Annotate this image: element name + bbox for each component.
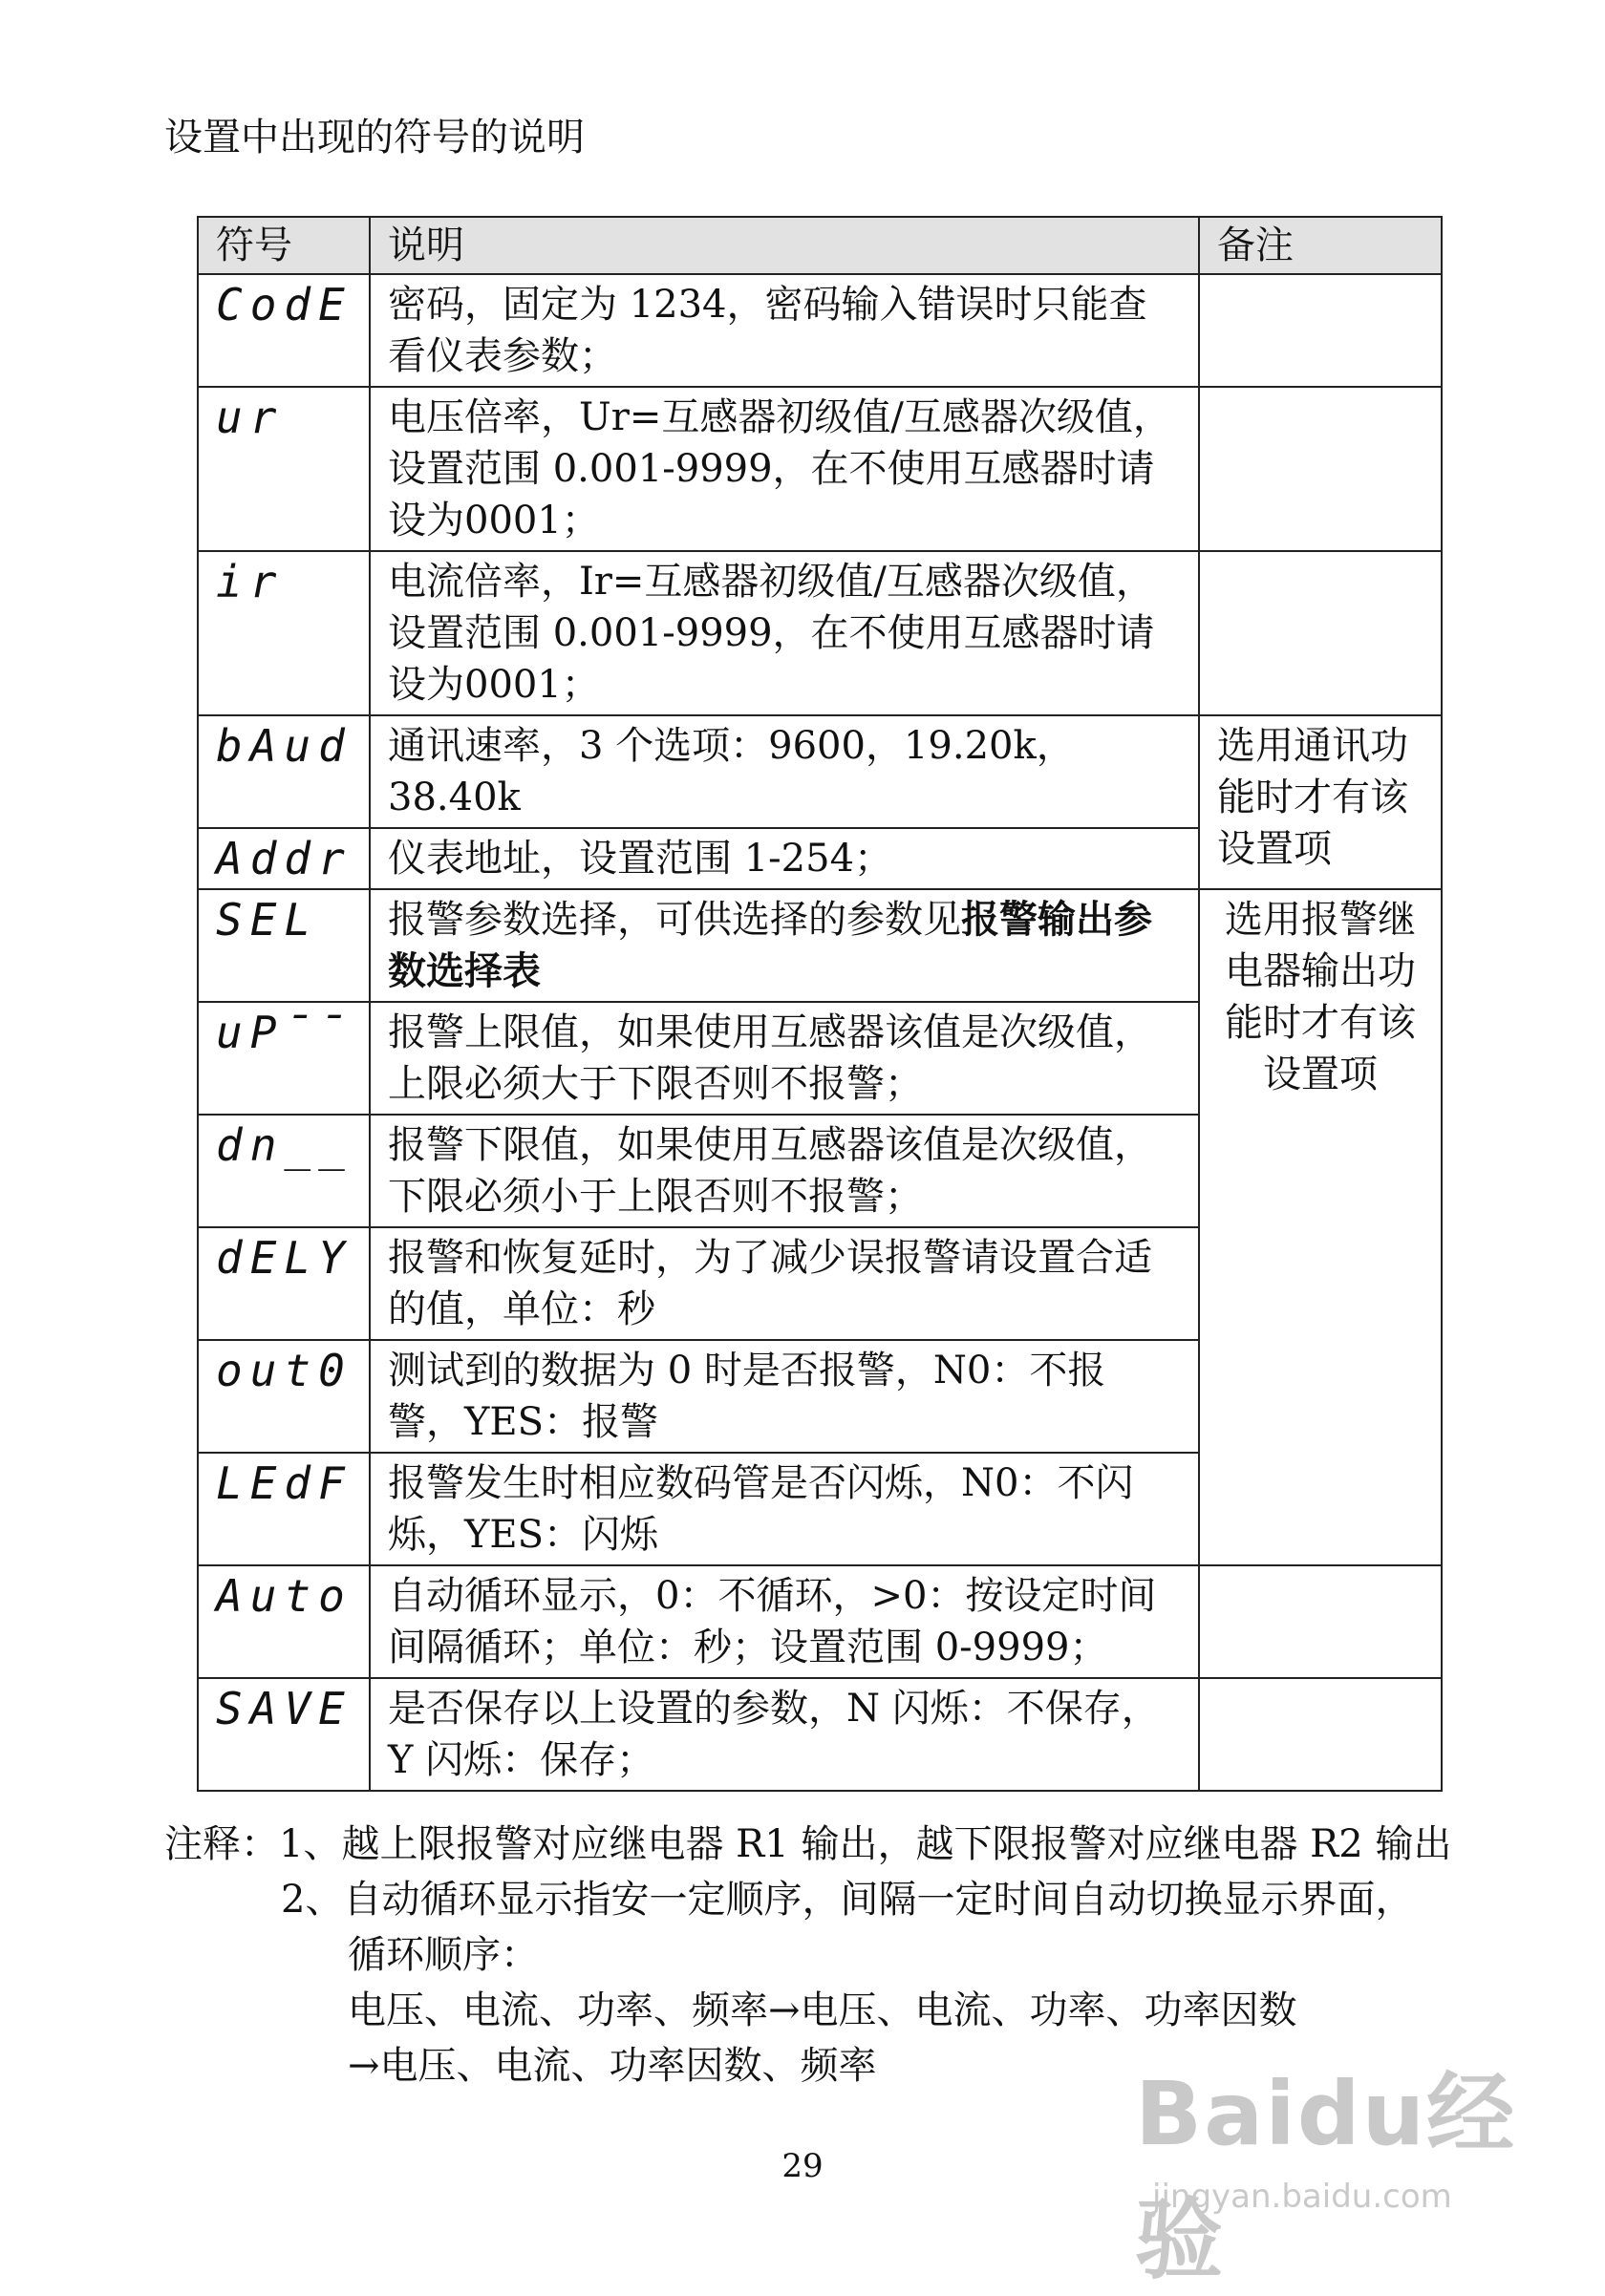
remark-comm: 选用通讯功能时才有该设置项 — [1199, 715, 1442, 889]
table-row — [198, 1678, 1442, 1791]
table-header-row — [198, 217, 1442, 274]
watermark — [1135, 2044, 1536, 2291]
symbol-code: SAVE — [198, 1678, 370, 1791]
symbol-code: dELY — [198, 1227, 370, 1340]
symbol-description: 测试到的数据为 0 时是否报警，N0：不报警，YES：报警 — [370, 1340, 1199, 1453]
symbol-code: bAud — [198, 715, 370, 828]
symbol-code: ur — [198, 387, 370, 551]
symbol-code: dn__ — [198, 1115, 370, 1227]
symbol-description: 仪表地址，设置范围 1-254； — [370, 828, 1199, 889]
note-line-1: 注释：1、越上限报警对应继电器 R1 输出，越下限报警对应继电器 R2 输出 — [164, 1822, 1452, 1866]
watermark-url: jingyan.baidu.com — [1152, 2178, 1452, 2216]
note-line-4: 电压、电流、功率、频率→电压、电流、功率、功率因数 — [348, 1988, 1297, 2032]
table-row — [198, 387, 1442, 551]
table-row — [198, 715, 1442, 828]
table-row — [198, 889, 1442, 1002]
symbol-code: ir — [198, 551, 370, 715]
symbol-code: Auto — [198, 1565, 370, 1678]
table-row — [198, 1565, 1442, 1678]
symbol-description: 电流倍率，Ir=互感器初级值/互感器次级值，设置范围 0.001-9999，在不使用互感器时请设为0001； — [370, 551, 1199, 715]
header-description: 说明 — [370, 217, 1199, 274]
description-text: 报警参数选择，可供选择的参数见 — [388, 898, 961, 942]
description-bold-link: 报警输出参数选择表 — [388, 897, 1152, 993]
note-line-5: →电压、电流、功率因数、频率 — [348, 2044, 877, 2088]
symbol-code: CodE — [198, 274, 370, 387]
symbol-description: 是否保存以上设置的参数，N 闪烁：不保存，Y 闪烁：保存； — [370, 1678, 1199, 1791]
symbol-code: uP¯¯ — [198, 1002, 370, 1115]
symbol-description: 电压倍率，Ur=互感器初级值/互感器次级值，设置范围 0.001-9999，在不使用互感器时请设为0001； — [370, 387, 1199, 551]
page-title: 设置中出现的符号的说明 — [164, 116, 585, 159]
symbol-description — [370, 889, 1199, 1002]
symbol-description: 自动循环显示，0：不循环，>0：按设定时间间隔循环；单位：秒；设置范围 0-9999； — [370, 1565, 1199, 1678]
symbol-description: 报警发生时相应数码管是否闪烁，N0：不闪烁，YES：闪烁 — [370, 1453, 1199, 1565]
remark-empty — [1199, 387, 1442, 551]
note-line-2: 2、自动循环显示指安一定顺序，间隔一定时间自动切换显示界面， — [281, 1878, 1414, 1922]
page-number: 29 — [781, 2147, 824, 2185]
symbol-description: 报警上限值，如果使用互感器该值是次级值，上限必须大于下限否则不报警； — [370, 1002, 1199, 1115]
symbol-description: 报警和恢复延时，为了减少误报警请设置合适的值，单位：秒 — [370, 1227, 1199, 1340]
header-remark: 备注 — [1199, 217, 1442, 274]
remark-empty — [1199, 551, 1442, 715]
symbol-code: Addr — [198, 828, 370, 889]
remark-empty — [1199, 1678, 1442, 1791]
watermark-logo: Baidu经验 — [1135, 2063, 1517, 2291]
remark-empty — [1199, 1565, 1442, 1678]
table-row — [198, 274, 1442, 387]
remark-empty — [1199, 274, 1442, 387]
table-row — [198, 551, 1442, 715]
remark-alarm: 选用报警继电器输出功能时才有该设置项 — [1199, 889, 1442, 1565]
symbol-description: 通讯速率，3 个选项：9600，19.20k，38.40k — [370, 715, 1199, 828]
header-symbol: 符号 — [198, 217, 370, 274]
note-line-3: 循环顺序： — [348, 1933, 539, 1977]
symbol-table — [197, 216, 1443, 1792]
symbol-code: LEdF — [198, 1453, 370, 1565]
symbol-description: 报警下限值，如果使用互感器该值是次级值，下限必须小于上限否则不报警； — [370, 1115, 1199, 1227]
symbol-description: 密码，固定为 1234，密码输入错误时只能查看仪表参数； — [370, 274, 1199, 387]
symbol-code: out0 — [198, 1340, 370, 1453]
symbol-code: SEL — [198, 889, 370, 1002]
